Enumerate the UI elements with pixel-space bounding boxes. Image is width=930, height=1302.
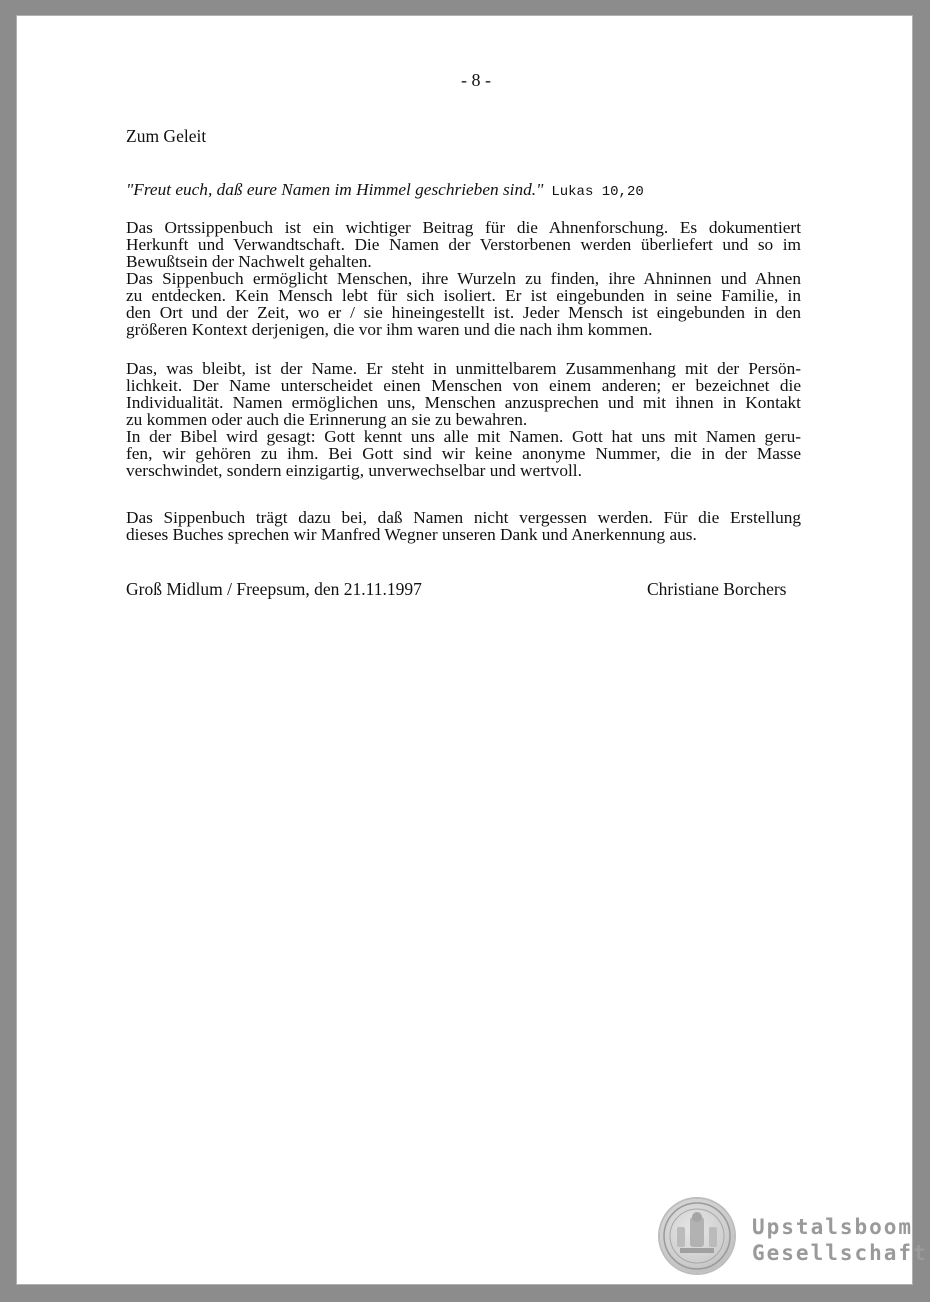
paragraph-line: zu entdecken. Kein Mensch lebt für sich isoliert. Er ist eingebunden in seine Familie, in	[126, 286, 801, 305]
paragraph-line: Bewußtsein der Nachwelt gehalten.	[126, 252, 372, 271]
paragraph-line: lichkeit. Der Name unterscheidet einen Menschen von einem anderen; er bezeichnet die	[126, 376, 801, 395]
paragraph-line: Herkunft und Verwandtschaft. Die Namen der Verstorbenen werden überliefert und so im	[126, 235, 801, 254]
page-number: - 8 -	[461, 70, 491, 90]
society-name-line2: Gesellschaft	[752, 1241, 928, 1265]
paragraph-line: Das Ortssippenbuch ist ein wichtiger Beitrag für die Ahnenforschung. Es dokumentiert	[126, 218, 801, 237]
paragraph-line: verschwindet, sondern einzigartig, unverwechselbar und wertvoll.	[126, 461, 582, 480]
bible-quote	[126, 181, 644, 201]
paragraph-line: Das, was bleibt, ist der Name. Er steht in unmittelbarem Zusammenhang mit der Persön-	[126, 359, 801, 378]
quote-reference: Lukas 10,20	[551, 184, 644, 200]
paragraph-line: Das Sippenbuch ermöglicht Menschen, ihre Wurzeln zu finden, ihre Ahninnen und Ahnen	[126, 269, 801, 288]
document-page	[16, 15, 928, 1285]
place-date: Groß Midlum / Freepsum, den 21.11.1997	[126, 579, 422, 599]
paragraph-1	[126, 219, 801, 338]
signature-name: Christiane Borchers	[647, 579, 787, 599]
paragraph-2	[126, 360, 801, 479]
paragraph-line: Individualität. Namen ermöglichen uns, Menschen anzusprechen und mit ihnen in Kontakt	[126, 393, 801, 412]
paragraph-line: Das Sippenbuch trägt dazu bei, daß Namen nicht vergessen werden. Für die Erstellung	[126, 508, 801, 527]
paragraph-line: größeren Kontext derjenigen, die vor ihm waren und die nach ihm kommen.	[126, 320, 653, 339]
heading: Zum Geleit	[126, 126, 207, 146]
society-seal-icon	[660, 1199, 734, 1273]
paragraph-line: den Ort und der Zeit, wo er / sie hineingestellt ist. Jeder Mensch ist eingebunden in den	[126, 303, 801, 322]
society-name-line1: Upstalsboom	[752, 1215, 914, 1239]
paragraph-line: zu kommen oder auch die Erinnerung an sie zu bewahren.	[126, 410, 528, 429]
paragraph-3	[126, 509, 801, 543]
quote-text: "Freut euch, daß eure Namen im Himmel geschrieben sind."	[126, 180, 544, 199]
paragraph-line: fen, wir gehören zu ihm. Bei Gott sind wir keine anonyme Nummer, die in der Masse	[126, 444, 801, 463]
paragraph-line: In der Bibel wird gesagt: Gott kennt uns alle mit Namen. Gott hat uns mit Namen geru-	[126, 427, 801, 446]
paragraph-line: dieses Buches sprechen wir Manfred Wegner unseren Dank und Anerkennung aus.	[126, 525, 697, 544]
